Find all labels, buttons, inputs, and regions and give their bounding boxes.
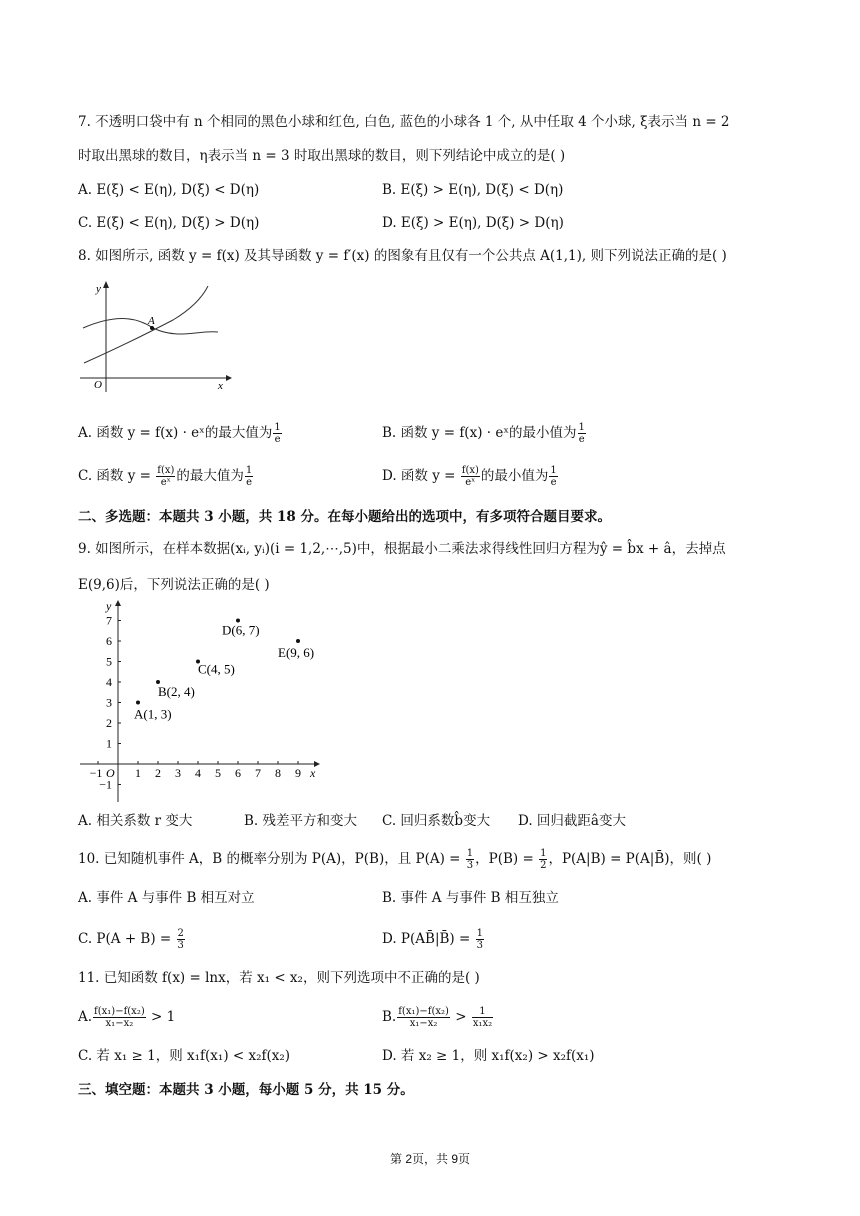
data-point-label: E(9, 6): [278, 645, 315, 660]
q10-option-c: C. P(A + B) = $\frac{2}{3}$: [78, 928, 184, 951]
q8-option-a: A. 函数 y = f(x) · eˣ的最大值为 $\frac{1}{e}$: [78, 422, 281, 445]
y-tick-label: 5: [106, 654, 112, 669]
y-tick-label: 2: [106, 716, 112, 730]
data-point: [136, 701, 140, 705]
q8-graph-y-label: y: [96, 283, 101, 295]
q7-stem-line2: 时取出黑球的数目，η表示当 n = 3 时取出黑球的数目，则下列结论中成立的是( ): [78, 148, 566, 164]
q10-option-b: B. 事件 A 与事件 B 相互独立: [382, 890, 559, 906]
q8-graph-origin: O: [94, 379, 102, 391]
y-tick-label: 4: [106, 675, 112, 689]
q11-option-a: A. $\frac{\text{f(x₁)−f(x₂)}}{\text{x₁−x₂}}$ > 1: [78, 1006, 176, 1029]
q7-option-b: B. E(ξ) > E(η), D(ξ) < D(η): [382, 182, 564, 198]
q10-stem: 10. 已知随机事件 A，B 的概率分别为 P(A)，P(B)，且 P(A) = $\frac{1}{3}$ ，P(B) = $\frac{1}{2}$ ，P(A|B) = P(A|B̄)，则( ): [78, 848, 712, 871]
x-tick-label: 2: [155, 766, 161, 780]
y-tick-label: 3: [106, 695, 112, 710]
page-footer: 第 2页，共 9页: [389, 1152, 471, 1166]
data-point-label: B(2, 4): [158, 684, 195, 699]
section-3-heading: 三、填空题：本题共 3 小题，每小题 5 分，共 15 分。: [78, 1082, 414, 1098]
x-tick-label: 5: [215, 766, 221, 780]
q8-option-d: D. 函数 y = $\frac{f(x)}{\text{eˣ}}$ 的最小值为 $\frac{1}{e}$: [382, 465, 557, 488]
q9-scatter-plot: [78, 598, 328, 806]
q8-graph-point-label: A: [148, 315, 155, 327]
q7-option-d: D. E(ξ) > E(η), D(ξ) > D(η): [382, 215, 564, 231]
x-tick-label: 3: [175, 766, 181, 780]
data-point-label: A(1, 3): [134, 706, 172, 722]
data-point-label: D(6, 7): [222, 622, 260, 638]
data-point-label: C(4, 5): [198, 661, 235, 677]
y-tick-label: 6: [106, 634, 112, 648]
q8-graph-x-label: x: [218, 380, 223, 392]
data-point: [296, 639, 300, 643]
x-tick-label: 6: [235, 766, 241, 780]
q9-option-b: B. 残差平方和变大: [244, 813, 358, 829]
q9-option-a: A. 相关系数 r 变大: [78, 813, 193, 829]
q9-stem-line1: 9. 如图所示，在样本数据(xᵢ, yᵢ)(i = 1,2,⋯,5)中，根据最小二乘法求得线性回归方程为ŷ = b̂x + â，去掉点: [78, 541, 726, 557]
q9-option-c: C. 回归系数b̂变大: [382, 813, 491, 829]
q7-option-c: C. E(ξ) < E(η), D(ξ) > D(η): [78, 215, 260, 231]
q7-stem-line1: 7. 不透明口袋中有 n 个相同的黑色小球和红色, 白色, 蓝色的小球各 1 个, 从中任取 4 个小球, ξ表示当 n = 2: [78, 114, 730, 130]
x-tick-label: 9: [295, 766, 301, 780]
q8-option-c: C. 函数 y = $\frac{f(x)}{\text{eˣ}}$ 的最大值为 $\frac{1}{e}$: [78, 465, 253, 488]
q11-stem: 11. 已知函数 f(x) = lnx，若 x₁ < x₂，则下列选项中不正确的是( ): [78, 970, 480, 986]
q8-option-b: B. 函数 y = f(x) · eˣ的最小值为 $\frac{1}{e}$: [382, 422, 585, 445]
y-tick-label: 7: [106, 613, 112, 628]
q11-option-c: C. 若 x₁ ≥ 1，则 x₁f(x₁) < x₂f(x₂): [78, 1048, 291, 1064]
q7-option-a: A. E(ξ) < E(η), D(ξ) < D(η): [78, 182, 260, 198]
x-tick-label: 7: [255, 766, 261, 780]
x-tick-label: 4: [195, 766, 201, 780]
section-2-heading: 二、多选题：本题共 3 小题，共 18 分。在每小题给出的选项中，有多项符合题目要求。: [78, 509, 611, 525]
y-tick-label: 1: [106, 736, 112, 751]
q11-option-d: D. 若 x₂ ≥ 1，则 x₁f(x₂) > x₂f(x₁): [382, 1048, 595, 1064]
x-tick-label: 1: [135, 766, 141, 780]
q11-option-b: B. $\frac{\text{f(x₁)−f(x₂)}}{\text{x₁−x₂}}$ > $\frac{1}{\text{x₁x₂}}$: [382, 1006, 493, 1029]
x-tick-label: 8: [275, 766, 281, 780]
origin-label: O: [106, 766, 115, 780]
x-tick-label: −1: [89, 766, 103, 780]
q10-option-d: D. P(AB̄|B̄) = $\frac{1}{3}$: [382, 928, 483, 951]
q8-stem: 8. 如图所示, 函数 y = f(x) 及其导函数 y = f′(x) 的图象有且仅有一个公共点 A(1,1), 则下列说法正确的是( ): [78, 248, 727, 264]
q9-option-d: D. 回归截距â变大: [518, 813, 626, 829]
x-axis-label: x: [310, 766, 316, 780]
q10-option-a: A. 事件 A 与事件 B 相互对立: [78, 890, 255, 906]
q8-function-graph: [78, 278, 238, 394]
q9-stem-line2: E(9,6)后，下列说法正确的是( ): [78, 577, 270, 593]
y-tick-label: −1: [99, 777, 112, 792]
y-axis-arrow: [115, 600, 121, 606]
y-axis-label: y: [106, 599, 112, 613]
